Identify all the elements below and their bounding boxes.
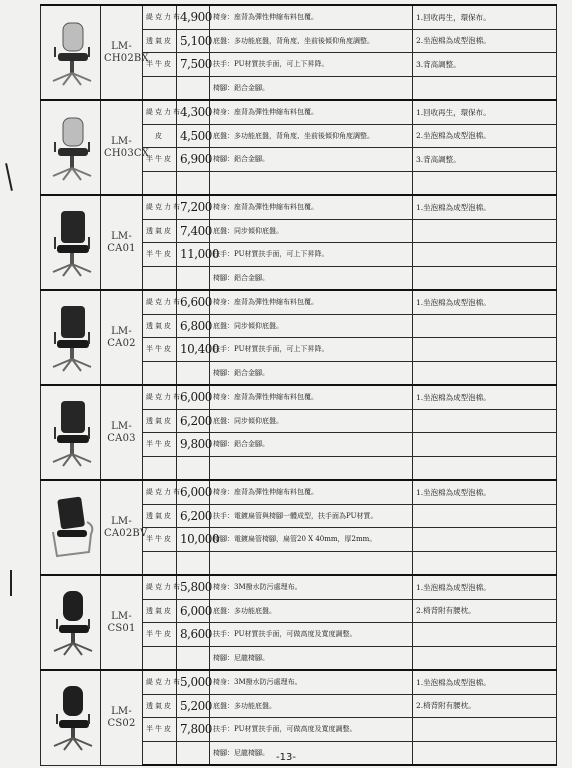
- price-cell: 7,200: [177, 195, 210, 219]
- cantilever-chair-icon: [43, 492, 101, 564]
- price-cell: 6,200: [177, 504, 210, 528]
- price-cell: [177, 76, 210, 100]
- spec-cell: 扶手：電鍍扁管與椅腳一體成型，扶手面為PU材質。: [210, 504, 413, 528]
- price-cell: 6,000: [177, 385, 210, 409]
- product-row: [41, 670, 557, 694]
- note-cell: 2.坐泡棉為成型泡棉。: [413, 124, 557, 148]
- spec-cell: 椅腳：鋁合金腳。: [210, 433, 413, 457]
- price-cell: 4,500: [177, 124, 210, 148]
- note-cell: 1.坐泡棉為成型泡棉。: [413, 575, 557, 599]
- price-cell: 5,200: [177, 694, 210, 718]
- price-cell: 6,000: [177, 480, 210, 504]
- note-cell: [413, 528, 557, 552]
- note-cell: [413, 338, 557, 362]
- spec-cell: 扶手：PU材質扶手面，可做高度及寬度調整。: [210, 623, 413, 647]
- spec-cell: 椅腳：鋁合金腳。: [210, 266, 413, 290]
- spec-cell: 椅腳：尼龍椅腳。: [210, 741, 413, 765]
- material-cell: [143, 456, 177, 480]
- note-cell: [413, 433, 557, 457]
- product-row: [41, 385, 557, 409]
- model-code: LM- CA02BV: [101, 480, 143, 575]
- price-cell: [177, 171, 210, 195]
- price-cell: 11,000: [177, 243, 210, 267]
- spec-cell: 椅腳：尼龍椅腳。: [210, 646, 413, 670]
- model-code: LM- CA01: [101, 195, 143, 290]
- note-cell: [413, 76, 557, 100]
- binding-mark-bottom: [10, 570, 12, 596]
- spec-cell: 椅身：座背為彈性伸縮布料包覆。: [210, 385, 413, 409]
- spec-cell: 底盤：多功能底盤。: [210, 599, 413, 623]
- spec-cell: 扶手：PU材質扶手面，可上下昇降。: [210, 53, 413, 77]
- note-cell: 1.坐泡棉為成型泡棉。: [413, 670, 557, 694]
- spec-cell: 椅身：座背為彈性伸縮布料包覆。: [210, 5, 413, 29]
- price-cell: 4,300: [177, 100, 210, 124]
- material-cell: 緹克力布: [143, 385, 177, 409]
- material-cell: 半牛皮: [143, 53, 177, 77]
- task-chair-icon: [43, 682, 101, 754]
- page-number: -13-: [276, 752, 296, 763]
- binding-mark-top: [5, 163, 13, 191]
- product-row: [41, 480, 557, 504]
- material-cell: [143, 171, 177, 195]
- mesh-chair-icon: [43, 112, 101, 184]
- office-chair-icon: [43, 397, 101, 469]
- material-cell: 半牛皮: [143, 148, 177, 172]
- product-photo: [41, 385, 101, 480]
- price-cell: 6,600: [177, 290, 210, 314]
- price-cell: 7,500: [177, 53, 210, 77]
- note-cell: [413, 361, 557, 385]
- spec-cell: 椅身：3M撥水防污處理布。: [210, 670, 413, 694]
- model-code: LM- CA02: [101, 290, 143, 385]
- note-cell: 1.回收再生，環保布。: [413, 5, 557, 29]
- note-cell: [413, 456, 557, 480]
- office-chair-icon: [43, 207, 101, 279]
- price-cell: 10,000: [177, 528, 210, 552]
- spec-cell: [210, 456, 413, 480]
- product-photo: [41, 670, 101, 765]
- note-cell: 1.坐泡棉為成型泡棉。: [413, 385, 557, 409]
- product-photo: [41, 5, 101, 100]
- note-cell: [413, 551, 557, 575]
- price-cell: 10,400: [177, 338, 210, 362]
- spec-cell: 扶手：PU材質扶手面，可上下昇降。: [210, 243, 413, 267]
- note-cell: 1.坐泡棉為成型泡棉。: [413, 480, 557, 504]
- product-photo: [41, 100, 101, 195]
- material-cell: 透氣皮: [143, 219, 177, 243]
- note-cell: [413, 504, 557, 528]
- price-cell: 8,600: [177, 623, 210, 647]
- model-code: LM- CH02BX: [101, 5, 143, 100]
- spec-cell: 扶手：PU材質扶手面，可上下昇降。: [210, 338, 413, 362]
- product-row: [41, 100, 557, 124]
- material-cell: 半牛皮: [143, 243, 177, 267]
- price-cell: [177, 456, 210, 480]
- table-body: [41, 5, 557, 765]
- price-cell: 5,800: [177, 575, 210, 599]
- material-cell: 緹克力布: [143, 195, 177, 219]
- spec-cell: [210, 551, 413, 575]
- product-row: [41, 5, 557, 29]
- material-cell: 緹克力布: [143, 100, 177, 124]
- material-cell: 透氣皮: [143, 29, 177, 53]
- spec-cell: 椅身：3M撥水防污處理布。: [210, 575, 413, 599]
- price-cell: 9,800: [177, 433, 210, 457]
- price-cell: 6,900: [177, 148, 210, 172]
- material-cell: 緹克力布: [143, 480, 177, 504]
- price-cell: 6,000: [177, 599, 210, 623]
- model-code: LM- CA03: [101, 385, 143, 480]
- material-cell: 半牛皮: [143, 623, 177, 647]
- note-cell: [413, 646, 557, 670]
- spec-cell: 椅身：座背為彈性伸縮布料包覆。: [210, 195, 413, 219]
- note-cell: 2.坐泡棉為成型泡棉。: [413, 29, 557, 53]
- spec-cell: 底盤：多功能底盤。: [210, 694, 413, 718]
- price-cell: [177, 551, 210, 575]
- price-cell: 7,400: [177, 219, 210, 243]
- note-cell: 1.回收再生，環保布。: [413, 100, 557, 124]
- spec-cell: 椅腳：鋁合金腳。: [210, 361, 413, 385]
- material-cell: [143, 361, 177, 385]
- material-cell: [143, 76, 177, 100]
- spec-cell: 椅腳：電鍍扁管椅腳，扁管20 X 40mm，厚2mm。: [210, 528, 413, 552]
- material-cell: 透氣皮: [143, 599, 177, 623]
- product-photo: [41, 480, 101, 575]
- material-cell: 緹克力布: [143, 670, 177, 694]
- material-cell: 半牛皮: [143, 338, 177, 362]
- mesh-chair-icon: [43, 17, 101, 89]
- note-cell: [413, 219, 557, 243]
- note-cell: [413, 314, 557, 338]
- spec-cell: 底盤：多功能底盤，背角度、坐前後傾仰角度調整。: [210, 29, 413, 53]
- product-price-table: [40, 4, 557, 766]
- material-cell: 半牛皮: [143, 528, 177, 552]
- material-cell: 半牛皮: [143, 433, 177, 457]
- note-cell: 1.坐泡棉為成型泡棉。: [413, 195, 557, 219]
- note-cell: [413, 409, 557, 433]
- material-cell: [143, 551, 177, 575]
- material-cell: 緹克力布: [143, 5, 177, 29]
- note-cell: 1.坐泡棉為成型泡棉。: [413, 290, 557, 314]
- price-cell: 6,800: [177, 314, 210, 338]
- material-cell: 透氣皮: [143, 694, 177, 718]
- spec-cell: 扶手：PU材質扶手面，可做高度及寬度調整。: [210, 718, 413, 742]
- material-cell: 緹克力布: [143, 290, 177, 314]
- note-cell: [413, 243, 557, 267]
- note-cell: [413, 171, 557, 195]
- product-photo: [41, 575, 101, 670]
- material-cell: 透氣皮: [143, 314, 177, 338]
- model-code: LM- CS02: [101, 670, 143, 765]
- spec-cell: 底盤：同步傾仰底盤。: [210, 409, 413, 433]
- price-cell: [177, 646, 210, 670]
- spec-cell: [210, 171, 413, 195]
- office-chair-icon: [43, 302, 101, 374]
- material-cell: 透氣皮: [143, 409, 177, 433]
- price-cell: 4,900: [177, 5, 210, 29]
- material-cell: [143, 266, 177, 290]
- price-cell: 7,800: [177, 718, 210, 742]
- product-photo: [41, 290, 101, 385]
- product-row: [41, 290, 557, 314]
- spec-cell: 椅身：座背為彈性伸縮布料包覆。: [210, 290, 413, 314]
- product-row: [41, 575, 557, 599]
- price-cell: 5,000: [177, 670, 210, 694]
- model-code: LM- CS01: [101, 575, 143, 670]
- note-cell: 3.背高調整。: [413, 148, 557, 172]
- product-row: [41, 195, 557, 219]
- model-code: LM- CH03CX: [101, 100, 143, 195]
- material-cell: 透氣皮: [143, 504, 177, 528]
- price-cell: [177, 361, 210, 385]
- note-cell: 2.椅背附有腰枕。: [413, 694, 557, 718]
- price-cell: [177, 266, 210, 290]
- note-cell: [413, 718, 557, 742]
- spec-cell: 椅腳：鋁合金腳。: [210, 76, 413, 100]
- spec-cell: 椅身：座背為彈性伸縮布料包覆。: [210, 100, 413, 124]
- material-cell: 皮: [143, 124, 177, 148]
- note-cell: [413, 266, 557, 290]
- spec-cell: 椅身：座背為彈性伸縮布料包覆。: [210, 480, 413, 504]
- price-cell: 5,100: [177, 29, 210, 53]
- note-cell: [413, 623, 557, 647]
- spec-cell: 底盤：同步傾仰底盤。: [210, 314, 413, 338]
- price-cell: 6,200: [177, 409, 210, 433]
- product-photo: [41, 195, 101, 290]
- spec-cell: 底盤：同步傾仰底盤。: [210, 219, 413, 243]
- material-cell: 緹克力布: [143, 575, 177, 599]
- task-chair-icon: [43, 587, 101, 659]
- note-cell: 3.背高調整。: [413, 53, 557, 77]
- material-cell: 半牛皮: [143, 718, 177, 742]
- note-cell: 2.椅背附有腰枕。: [413, 599, 557, 623]
- spec-cell: 底盤：多功能底盤，背角度、坐前後傾仰角度調整。: [210, 124, 413, 148]
- spec-cell: 椅腳：鋁合金腳。: [210, 148, 413, 172]
- material-cell: [143, 646, 177, 670]
